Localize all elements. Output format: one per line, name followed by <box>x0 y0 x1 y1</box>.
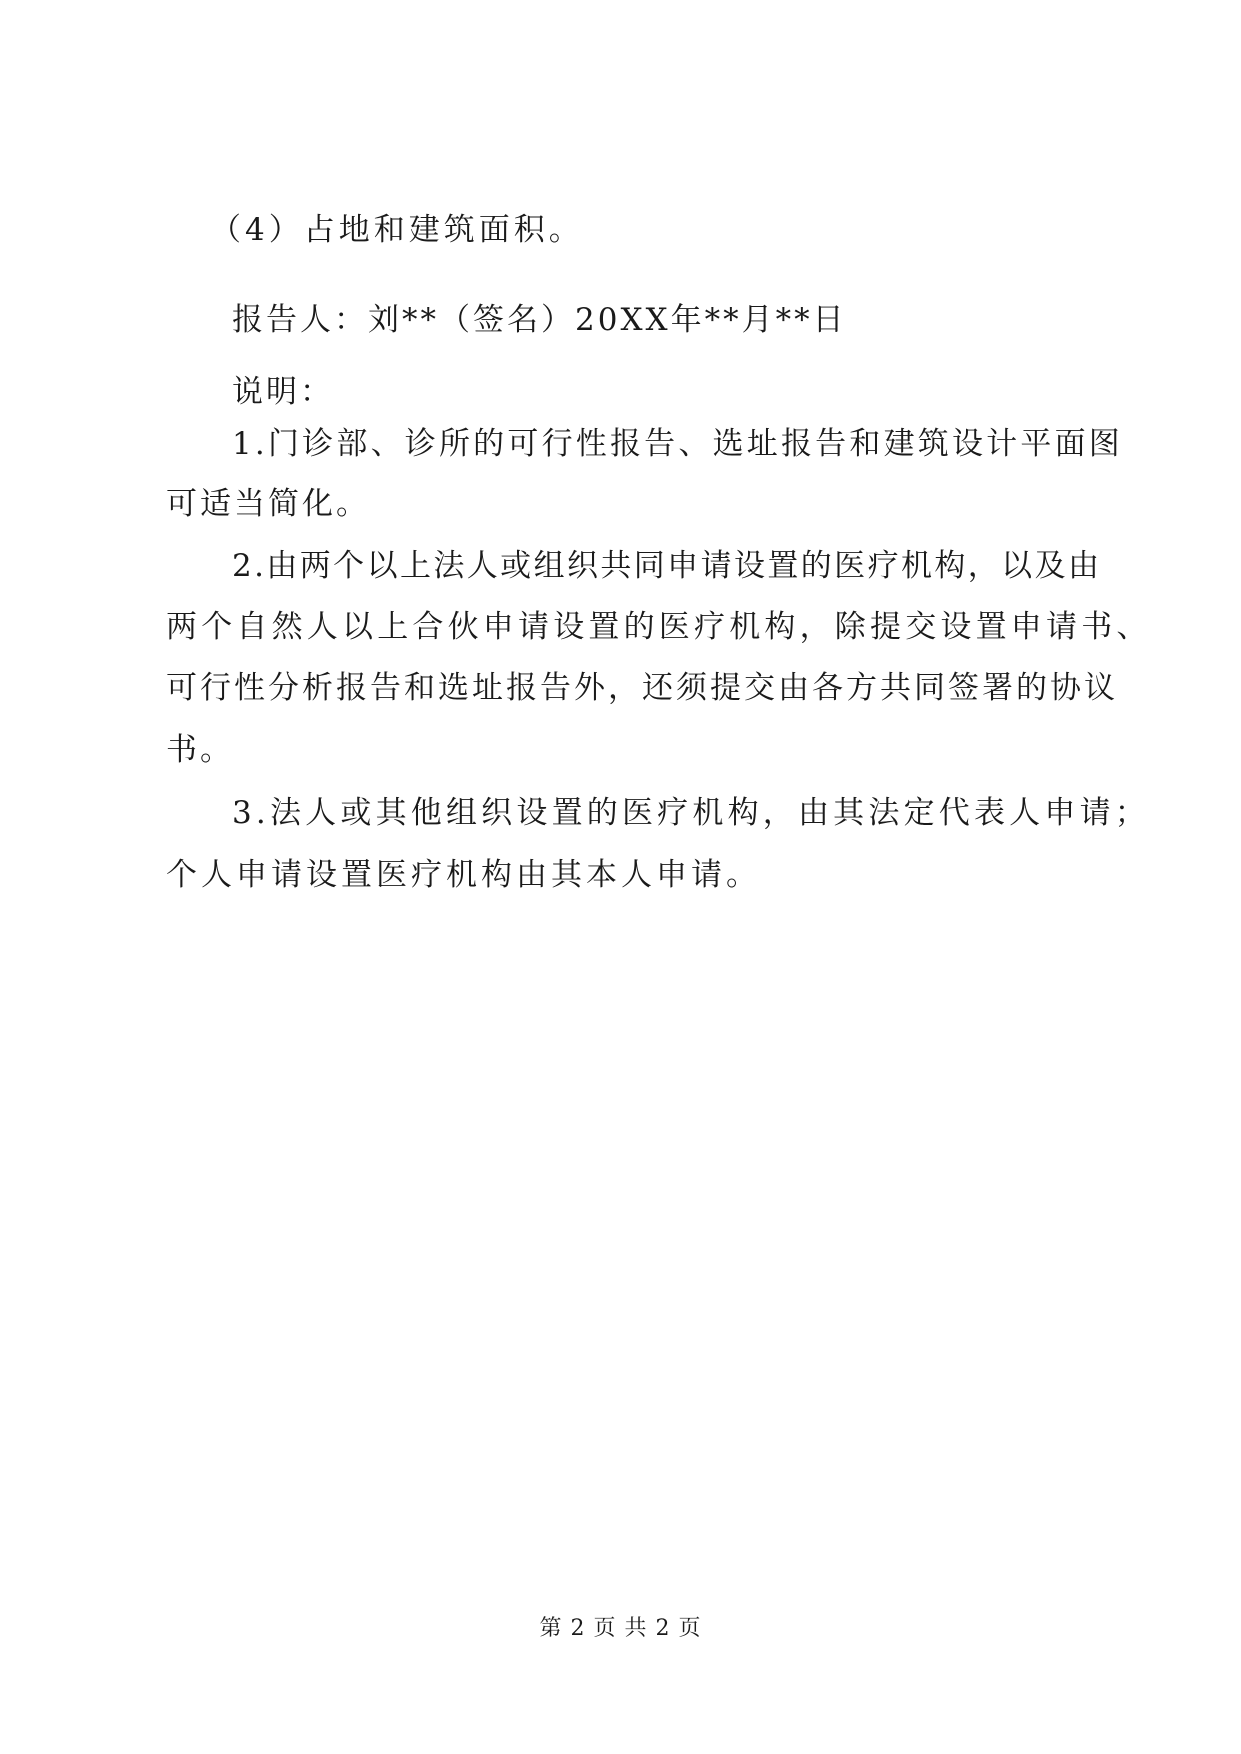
page-number-footer: 第 2 页 共 2 页 <box>539 1616 702 1641</box>
note-3-line-1: 3.法人或其他组织设置的医疗机构，由其法定代表人申请； <box>232 795 1150 831</box>
item-4-area: （4）占地和建筑面积。 <box>210 212 584 248</box>
notes-heading: 说明： <box>232 374 334 410</box>
note-3-line-2: 个人申请设置医疗机构由其本人申请。 <box>166 857 761 893</box>
note-2-line-4: 书。 <box>166 732 234 768</box>
note-1-line-1: 1.门诊部、诊所的可行性报告、选址报告和建筑设计平面图 <box>232 426 1123 462</box>
reporter-signature-line: 报告人：刘**（签名）20XX年**月**日 <box>232 302 847 338</box>
note-2-line-1: 2.由两个以上法人或组织共同申请设置的医疗机构，以及由 <box>232 548 1102 584</box>
note-2-line-2: 两个自然人以上合伙申请设置的医疗机构，除提交设置申请书、 <box>166 609 1152 645</box>
note-1-line-2: 可适当简化。 <box>166 486 370 522</box>
note-2-line-3: 可行性分析报告和选址报告外，还须提交由各方共同签署的协议 <box>166 670 1118 706</box>
